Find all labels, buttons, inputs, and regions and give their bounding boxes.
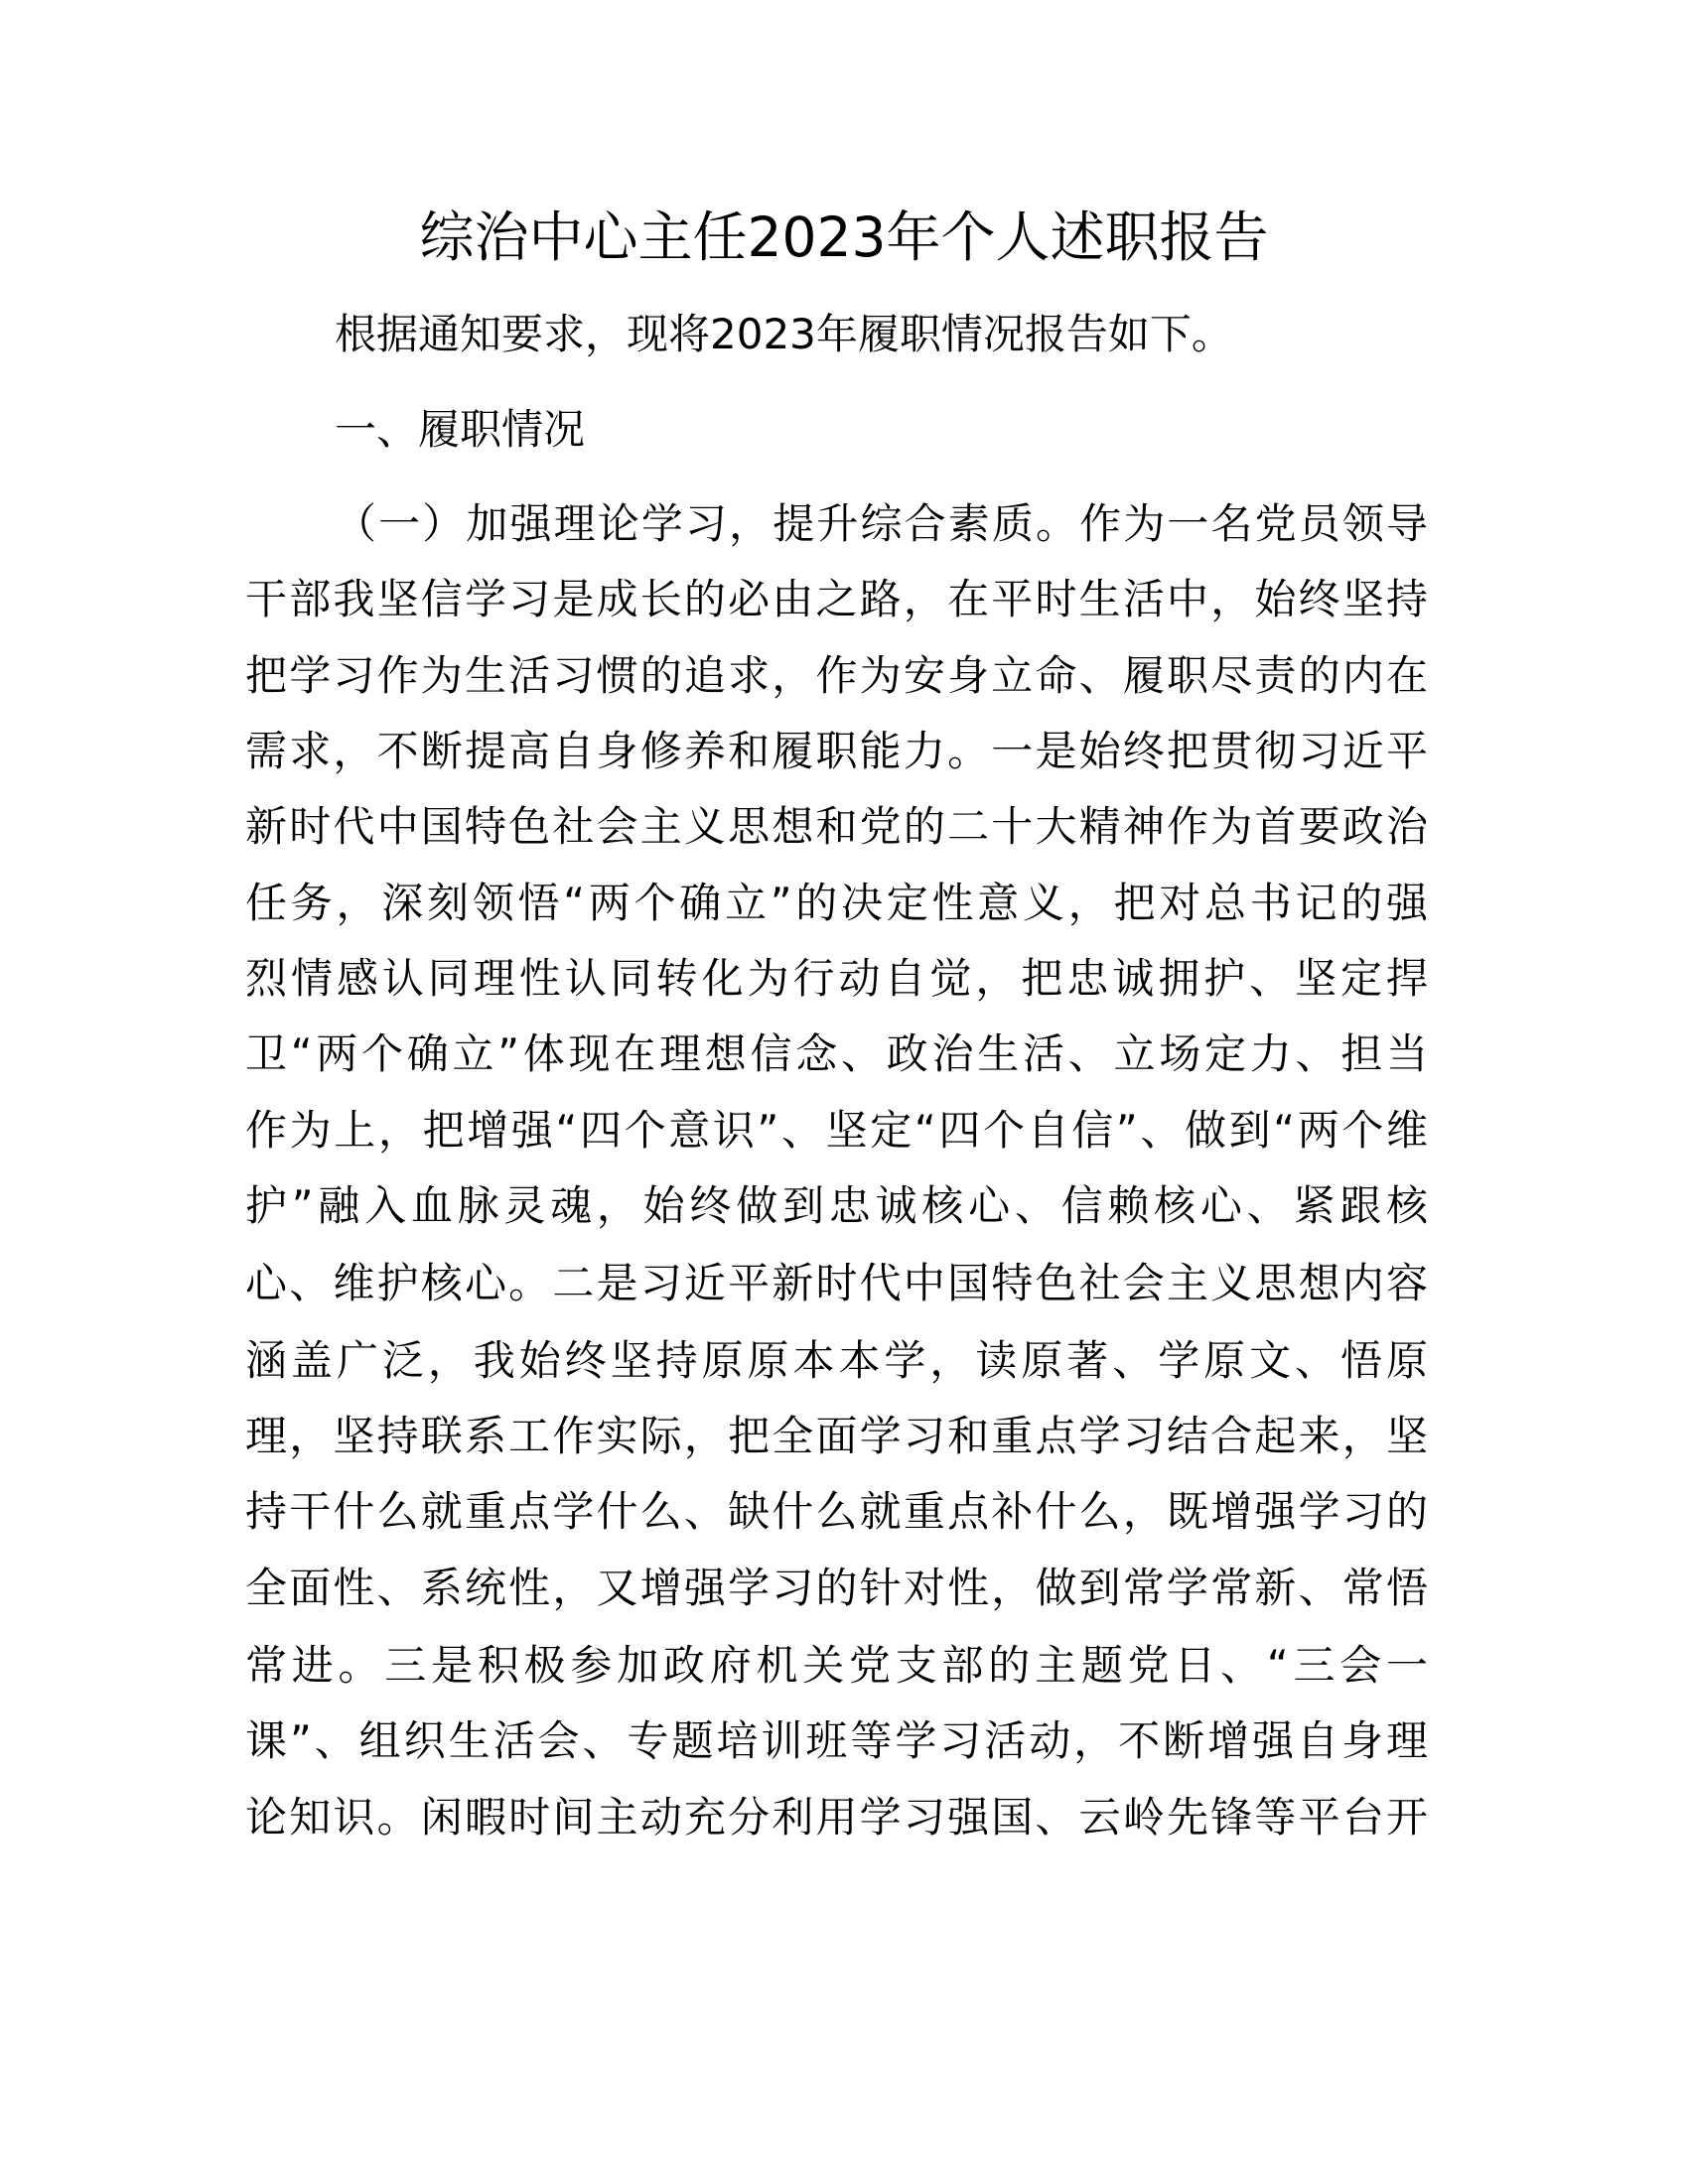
paragraph-line: 课”、组织生活会、专题培训班等学习活动，不断增强自身理 <box>245 1716 1428 1765</box>
paragraph-line: 把学习作为生活习惯的追求，作为安身立命、履职尽责的内在 <box>245 651 1428 700</box>
paragraph-line: 理，坚持联系工作实际，把全面学习和重点学习结合起来，坚 <box>245 1412 1428 1460</box>
paragraph-line: 新时代中国特色社会主义思想和党的二十大精神作为首要政治 <box>245 802 1428 851</box>
paragraph-line: 卫“两个确立”体现在理想信念、政治生活、立场定力、担当 <box>245 1029 1428 1078</box>
paragraph-line: 任务，深刻领悟“两个确立”的决定性意义，把对总书记的强 <box>245 879 1428 927</box>
paragraph-line: 持干什么就重点学什么、缺什么就重点补什么，既增强学习的 <box>245 1487 1428 1536</box>
paragraph-line: 烈情感认同理性认同转化为行动自觉，把忠诚拥护、坚定捍 <box>245 954 1428 1003</box>
intro-paragraph: 根据通知要求，现将2023年履职情况报告如下。 <box>335 310 1233 358</box>
section-heading: 一、履职情况 <box>335 405 586 454</box>
paragraph-line: 心、维护核心。二是习近平新时代中国特色社会主义思想内容 <box>245 1259 1428 1307</box>
paragraph-line: 护”融入血脉灵魂，始终做到忠诚核心、信赖核心、紧跟核 <box>245 1181 1428 1230</box>
paragraph-line: 需求，不断提高自身修养和履职能力。一是始终把贯彻习近平 <box>245 727 1428 775</box>
paragraph-line: （一）加强理论学习，提升综合素质。作为一名党员领导 <box>335 499 1428 548</box>
paragraph-line: 常进。三是积极参加政府机关党支部的主题党日、“三会一 <box>245 1641 1428 1690</box>
document-title: 综治中心主任2023年个人述职报告 <box>419 205 1269 269</box>
paragraph-line: 干部我坚信学习是成长的必由之路，在平时生活中，始终坚持 <box>245 575 1428 623</box>
paragraph-line: 全面性、系统性，又增强学习的针对性，做到常学常新、常悟 <box>245 1564 1428 1612</box>
paragraph-line: 论知识。闲暇时间主动充分利用学习强国、云岭先锋等平台开 <box>245 1793 1428 1842</box>
paragraph-line: 涵盖广泛，我始终坚持原原本本学，读原著、学原文、悟原 <box>245 1336 1428 1385</box>
paragraph-line: 作为上，把增强“四个意识”、坚定“四个自信”、做到“两个维 <box>245 1106 1428 1155</box>
